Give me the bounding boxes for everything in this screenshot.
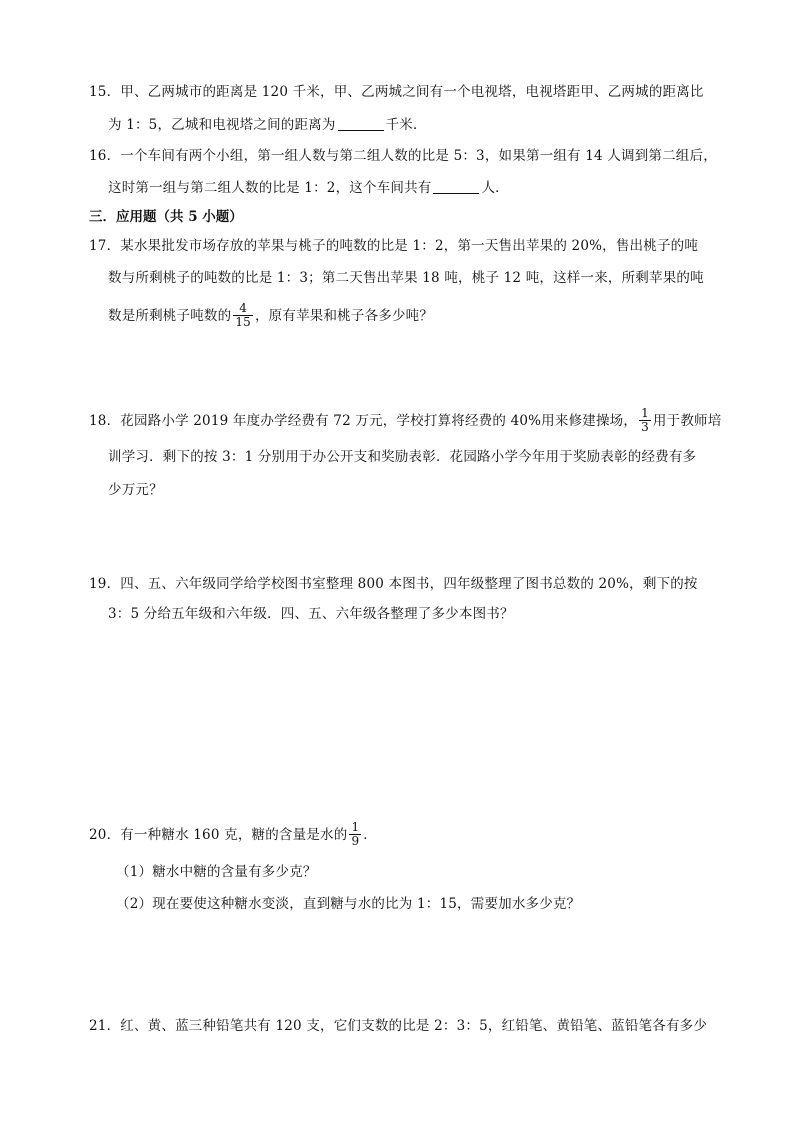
fraction-denominator: 15: [235, 315, 251, 329]
problem-15-text-b: 千米．: [385, 117, 427, 133]
fraction-denominator: 3: [641, 420, 649, 434]
fraction-numerator: 1: [641, 406, 649, 420]
fraction-numerator: 4: [233, 302, 253, 316]
problem-16-line-2: [108, 178, 509, 198]
problem-17-line-3: [108, 303, 433, 330]
problem-16-text-a: 这时第一组与第二组人数的比是 1：2，这个车间共有: [108, 180, 432, 196]
problem-19-line-1: 19．四、五、六年级同学给学校图书室整理 800 本图书，四年级整理了图书总数的 20%，剩下的按: [89, 576, 698, 592]
problem-18-line-1: [89, 408, 721, 435]
problem-19-line-2: 3：5 分给五年级和六年级．四、五、六年级各整理了多少本图书？: [108, 606, 514, 622]
problem-15-line-1: 15．甲、乙两城市的距离是 120 千米，甲、乙两城之间有一个电视塔，电视塔距甲、乙两城的距离比: [89, 84, 704, 100]
problem-20-subquestion-1: （1）糖水中糖的含量有多少克？: [116, 864, 317, 880]
answer-blank-15[interactable]: [338, 116, 384, 131]
problem-20-line-1: [89, 822, 377, 849]
problem-16-text-b: 人．: [481, 180, 509, 196]
answer-blank-16[interactable]: [433, 179, 479, 194]
problem-17-line-2: 数与所剩桃子的吨数的比是 1：3；第二天售出苹果 18 吨，桃子 12 吨，这样一来，所剩苹果的吨: [108, 270, 704, 286]
problem-17-text-a: 数是所剩桃子吨数的: [108, 308, 232, 324]
fraction-numerator: 1: [351, 820, 360, 834]
problem-20-text-a: 20．有一种糖水 160 克，糖的含量是水的: [89, 827, 348, 843]
problem-17-text-b: ，原有苹果和桃子各多少吨？: [254, 308, 434, 324]
problem-18-text-a: 18．花园路小学 2019 年度办学经费有 72 万元，学校打算将经费的 40%用来修建操场，: [89, 413, 638, 429]
problem-21-line-1: 21．红、黄、蓝三种铅笔共有 120 支，它们支数的比是 2：3：5，红铅笔、黄铅笔、蓝铅笔各有多少: [89, 1018, 708, 1034]
problem-15-text-a: 为 1：5，乙城和电视塔之间的距离为: [108, 117, 336, 133]
problem-15-line-2: [108, 115, 427, 135]
fraction-1-3: [639, 407, 651, 434]
fraction-1-9: [349, 821, 361, 848]
problem-18-line-2: 训学习．剩下的按 3：1 分别用于办公开支和奖励表彰．花园路小学今年用于奖励表彰的经费有多: [108, 449, 697, 465]
problem-18-text-b: 用于教师培: [652, 413, 722, 429]
fraction-denominator: 9: [351, 834, 360, 848]
fraction-4-15: [233, 302, 253, 329]
section-heading-applications: 三．应用题（共 5 小题）: [89, 209, 243, 225]
problem-16-line-1: 16．一个车间有两个小组，第一组人数与第二组人数的比是 5：3，如果第一组有 14 人调到第二组后，: [89, 148, 717, 164]
problem-17-line-1: 17．某水果批发市场存放的苹果与桃子的吨数的比是 1：2，第一天售出苹果的 20%，售出桃子的吨: [89, 238, 699, 254]
problem-20-text-b: ．: [363, 827, 377, 843]
problem-20-subquestion-2: （2）现在要使这种糖水变淡，直到糖与水的比为 1：15，需要加水多少克？: [116, 896, 581, 912]
problem-18-line-3: 少万元？: [108, 482, 163, 498]
